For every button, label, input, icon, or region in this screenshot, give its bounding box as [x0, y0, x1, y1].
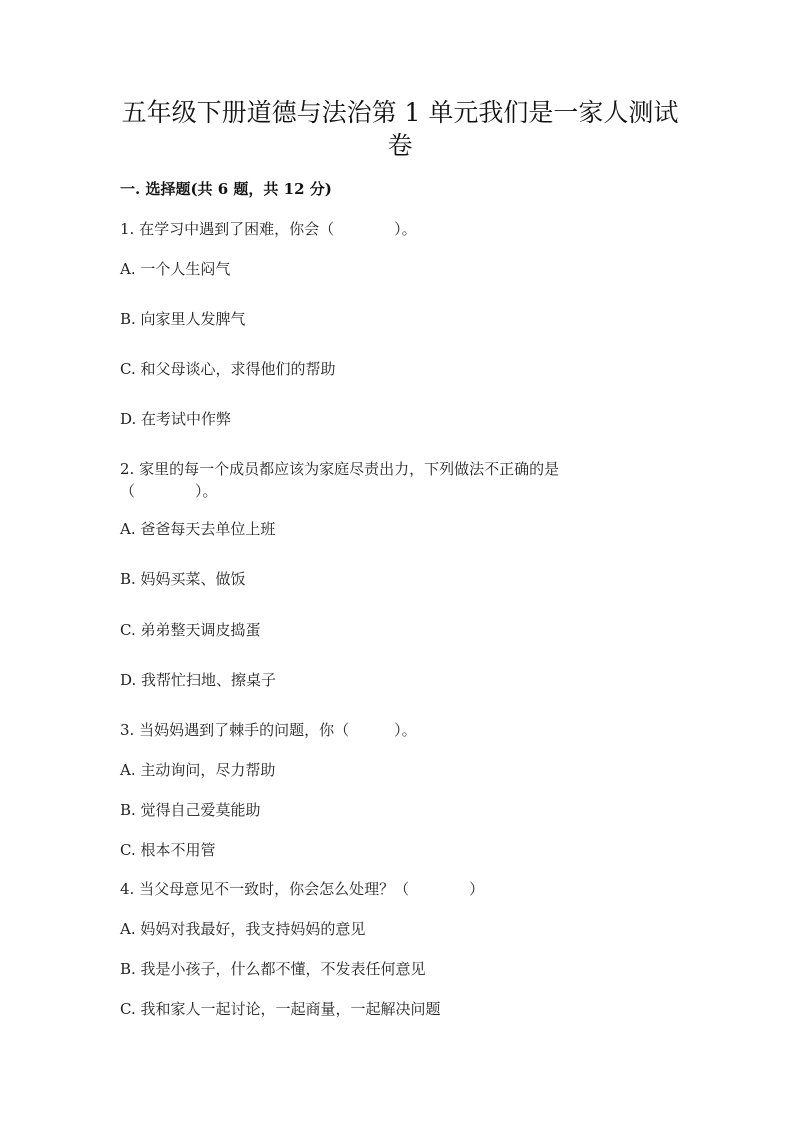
question-4-stem: 4. 当父母意见不一致时，你会怎么处理？（ ） — [120, 880, 485, 898]
question-2-stem-continued: （ ）。 — [120, 482, 218, 500]
question-2-option-a: A. 爸爸每天去单位上班 — [120, 520, 276, 538]
question-3-option-c: C. 根本不用管 — [120, 841, 216, 859]
question-4-option-a: A. 妈妈对我最好，我支持妈妈的意见 — [120, 920, 366, 938]
question-1-stem: 1. 在学习中遇到了困难，你会（ ）。 — [120, 220, 417, 238]
question-2-option-b: B. 妈妈买菜、做饭 — [120, 570, 246, 588]
page-title — [100, 96, 700, 162]
title-line-1: 五年级下册道德与法治第 1 单元我们是一家人测试 — [121, 98, 679, 127]
section-heading: 一. 选择题(共 6 题，共 12 分) — [120, 180, 332, 198]
question-3-option-a: A. 主动询问，尽力帮助 — [120, 761, 276, 779]
question-1-option-a: A. 一个人生闷气 — [120, 260, 231, 278]
question-4-option-b: B. 我是小孩子，什么都不懂，不发表任何意见 — [120, 960, 426, 978]
question-2-stem: 2. 家里的每一个成员都应该为家庭尽责出力，下列做法不正确的是 — [120, 460, 560, 478]
question-3-stem: 3. 当妈妈遇到了棘手的问题，你（ ）。 — [120, 721, 417, 739]
question-1-option-d: D. 在考试中作弊 — [120, 410, 232, 428]
question-2-option-c: C. 弟弟整天调皮捣蛋 — [120, 621, 261, 639]
title-line-2: 卷 — [387, 131, 413, 160]
question-4-option-c: C. 我和家人一起讨论，一起商量，一起解决问题 — [120, 1000, 441, 1018]
question-2-option-d: D. 我帮忙扫地、擦桌子 — [120, 671, 277, 689]
question-3-option-b: B. 觉得自己爱莫能助 — [120, 801, 261, 819]
question-1-option-b: B. 向家里人发脾气 — [120, 310, 246, 328]
question-1-option-c: C. 和父母谈心，求得他们的帮助 — [120, 360, 336, 378]
